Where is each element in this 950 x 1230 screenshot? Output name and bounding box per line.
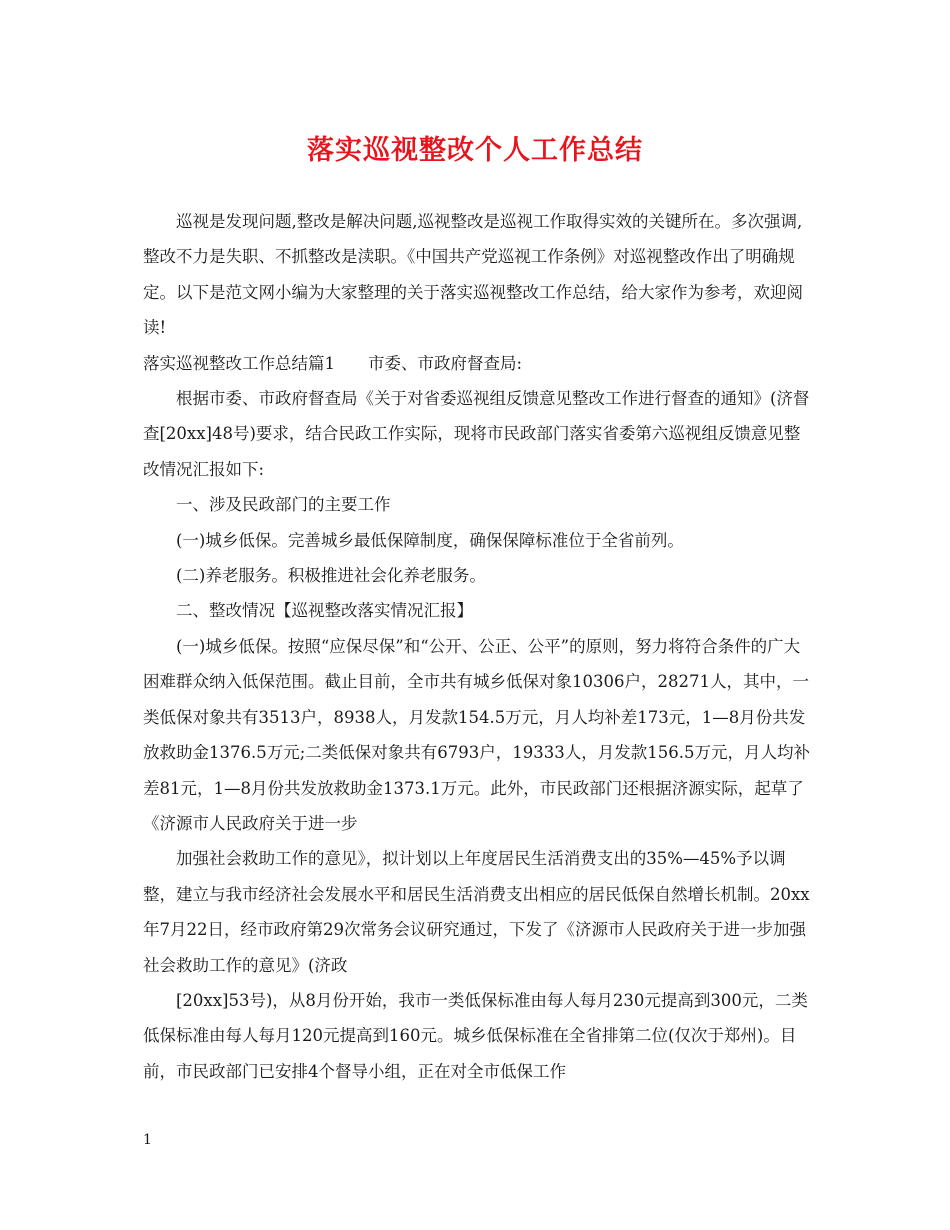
paragraph-item-2-1: (一)城乡低保。按照“应保尽保”和“公开、公正、公平”的原则，努力将符合条件的广大困难群众纳入低保范围。截止目前，全市共有城乡低保对象10306户，28271人，其中，一类低保对象共有3513户，8938人，月发款154.5万元，月人均补差173元，1—8月份共发放救助金1376.5万元;二类低保对象共有6793户，19333人，月发款156.5万元，月人均补差81元，1—8月份共发放救助金1373.1万元。此外，市民政部门还根据济源实际，起草了《济源市人民政府关于进一步: [143, 636, 811, 833]
paragraph-continuation-2: [20xx]53号)，从8月份开始，我市一类低保标准由每人每月230元提高到300元，二类低保标准由每人每月120元提高到160元。城乡低保标准在全省排第二位(仅次于郑州)。目前，市民政部门已安排4个督导小组，正在对全市低保工作: [143, 990, 808, 1081]
paragraph-basis: 根据市委、市政府督查局《关于对省委巡视组反馈意见整改工作进行督查的通知》(济督查[20xx]48号)要求，结合民政工作实际，现将市民政部门落实省委第六巡视组反馈意见整改情况汇报如下:: [143, 389, 810, 479]
paragraph-item-1-2: (二)养老服务。积极推进社会化养老服务。: [176, 566, 486, 586]
paragraph-continuation-1: 加强社会救助工作的意见》，拟计划以上年度居民生活消费支出的35%—45%予以调整，建立与我市经济社会发展水平和居民生活消费支出相应的居民低保自然增长机制。20xx年7月22日，经市政府第29次常务会议研究通过，下发了《济源市人民政府关于进一步加强社会救助工作的意见》(济政: [143, 849, 810, 975]
paragraph-section-2: 二、整改情况【巡视整改落实情况汇报】: [176, 601, 473, 621]
document-title: 落实巡视整改个人工作总结: [307, 135, 643, 166]
paragraph-intro: 巡视是发现问题,整改是解决问题,巡视整改是巡视工作取得实效的关键所在。多次强调,整改不力是失职、不抓整改是渎职。《中国共产党巡视工作条例》对巡视整改作出了明确规定。以下是范文网小编为大家整理的关于落实巡视整改工作总结，给大家作为参考，欢迎阅读!: [143, 212, 803, 338]
document-body: [143, 204, 813, 1089]
paragraph-heading-addressee: 落实巡视整改工作总结篇1 市委、市政府督查局:: [143, 353, 523, 373]
paragraph-item-1-1: (一)城乡低保。完善城乡最低保障制度，确保保障标准位于全省前列。: [176, 530, 684, 550]
page-number: 1: [143, 1132, 152, 1148]
paragraph-section-1: 一、涉及民政部门的主要工作: [176, 495, 391, 515]
